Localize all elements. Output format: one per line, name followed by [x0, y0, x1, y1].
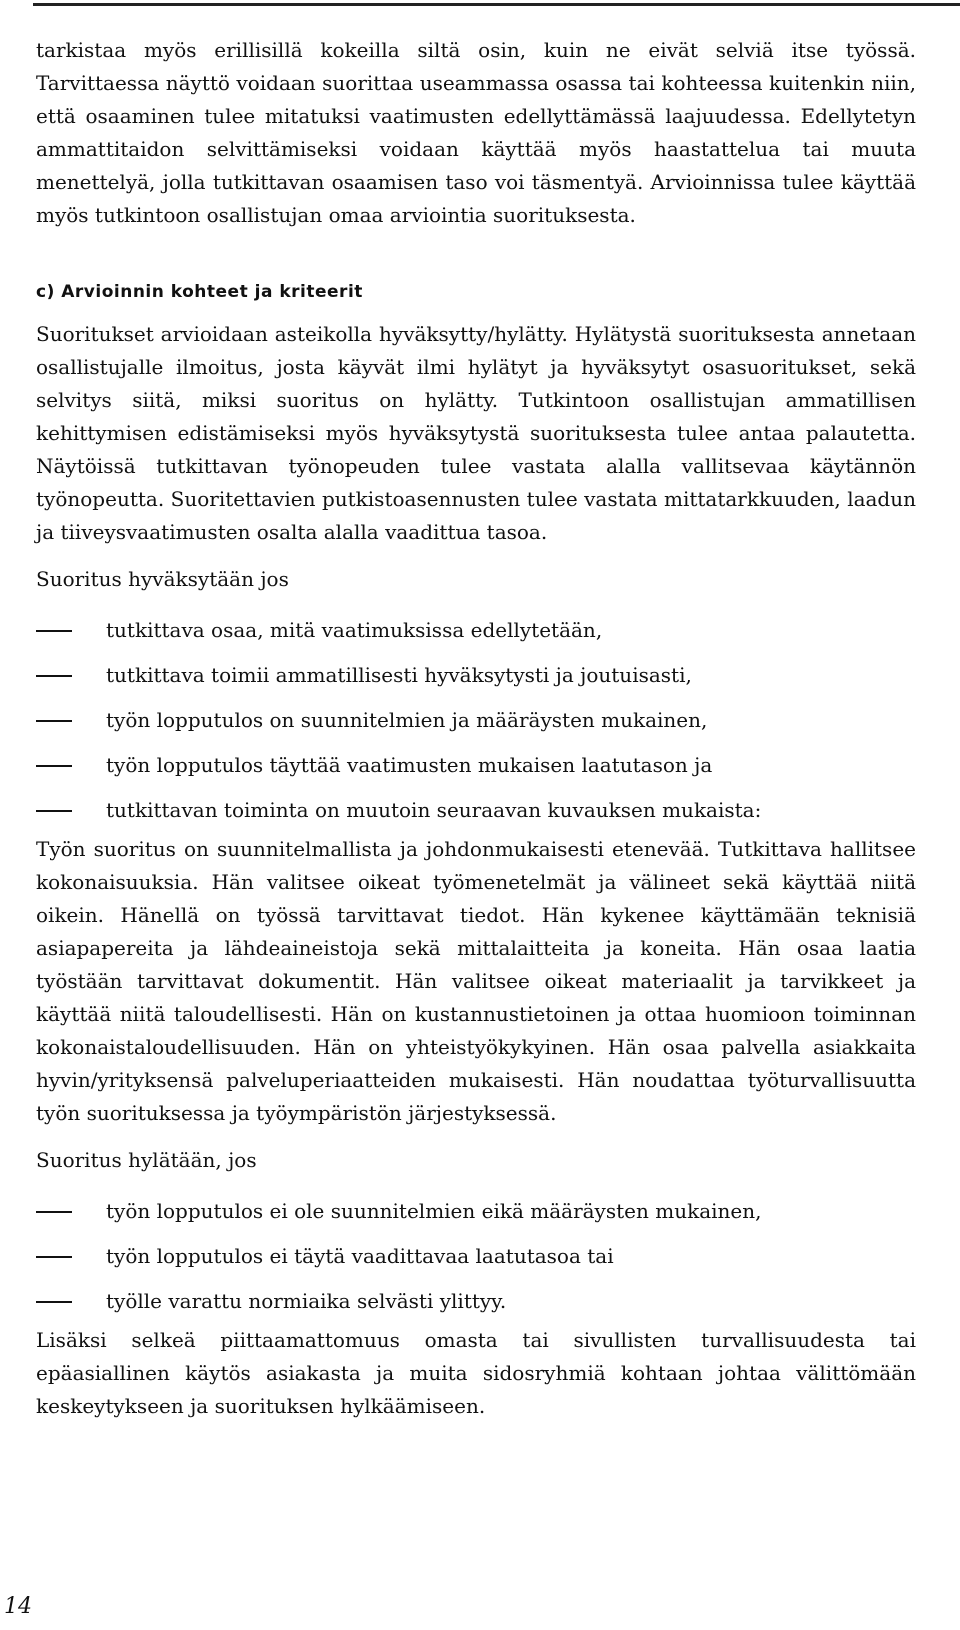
page-body [36, 34, 916, 1423]
dash-bullet-icon [36, 675, 72, 677]
list-item [36, 1189, 916, 1234]
list-item [36, 1279, 916, 1324]
list-item-text: tutkittavan toiminta on muutoin seuraavan kuvauksen mukaista: [106, 798, 762, 822]
list-item [36, 608, 916, 653]
dash-bullet-icon [36, 1301, 72, 1303]
accepted-criteria-list [36, 608, 916, 833]
list-item-text: työlle varattu normiaika selvästi ylittyy. [106, 1289, 507, 1313]
dash-bullet-icon [36, 765, 72, 767]
rejected-criteria-list [36, 1189, 916, 1324]
dash-bullet-icon [36, 1256, 72, 1258]
list-item [36, 653, 916, 698]
dash-bullet-icon [36, 810, 72, 812]
list-item [36, 788, 916, 833]
section-heading: c) Arvioinnin kohteet ja kriteerit [36, 282, 363, 302]
intro-paragraph: tarkistaa myös erillisillä kokeilla siltä osin, kuin ne eivät selviä itse työssä. Tarvittaessa näyttö voidaan suorittaa useammassa osassa tai kohteessa kuitenkin niin, että osaaminen tulee mitatuksi vaatimusten edellyttämässä laajuudessa. Edellytetyn ammattitaidon selvittämiseksi voidaan käyttää myös haastattelua tai muuta menettelyä, jolla tutkittavan osaamisen taso voi täsmentyä. Arvioinnissa tulee käyttää myös tutkintoon osallistujan omaa arviointia suorituksesta. [36, 38, 916, 227]
list-item [36, 743, 916, 788]
list-item-text: tutkittava osaa, mitä vaatimuksissa edellytetään, [106, 618, 603, 642]
assessment-paragraph: Suoritukset arvioidaan asteikolla hyväksytty/hylätty. Hylätystä suorituksesta annetaan osallistujalle ilmoitus, josta käyvät ilmi hylätyt ja hyväksytyt osasuoritukset, sekä selvitys siitä, miksi suoritus on hylätty. Tutkintoon osallistujan ammatillisen kehittymisen edistämiseksi myös hyväksytystä suorituksesta tulee antaa palautetta. Näytöissä tutkittavan työnopeuden tulee vastata alalla vallitsevaa käytännön työnopeutta. Suoritettavien putkistoasennusten tulee vastata mittatarkkuuden, laadun ja tiiveysvaatimusten osalta alalla vaadittua tasoa. [36, 322, 916, 544]
list-item-text: työn lopputulos ei ole suunnitelmien eikä määräysten mukainen, [106, 1199, 762, 1223]
list-item [36, 1234, 916, 1279]
description-paragraph: Työn suoritus on suunnitelmallista ja johdonmukaisesti etenevää. Tutkittava hallitsee kokonaisuuksia. Hän valitsee oikeat työmenetelmät ja välineet sekä käyttää niitä oikein. Hänellä on työssä tarvittavat tiedot. Hän kykenee käyttämään teknisiä asiapapereita ja lähdeaineistoja sekä mittalaitteita ja koneita. Hän osaa laatia työstään tarvittavat dokumentit. Hän valitsee oikeat materiaalit ja tarvikkeet ja käyttää niitä taloudellisesti. Hän on kustannustietoinen ja ottaa huomioon toiminnan kokonaistaloudellisuuden. Hän on yhteistyökykyinen. Hän osaa palvella asiakkaita hyvin/yrityksensä palveluperiaatteiden mukaisesti. Hän noudattaa työturvallisuutta työn suorituksessa ja työympäristön järjestyksessä. [36, 837, 916, 1125]
list-item-text: työn lopputulos on suunnitelmien ja määräysten mukainen, [106, 708, 708, 732]
dash-bullet-icon [36, 1211, 72, 1213]
list-item-text: tutkittava toimii ammatillisesti hyväksytysti ja joutuisasti, [106, 663, 692, 687]
list-item-text: työn lopputulos ei täytä vaadittavaa laatutasoa tai [106, 1244, 614, 1268]
closing-paragraph: Lisäksi selkeä piittaamattomuus omasta tai sivullisten turvallisuudesta tai epäasiallinen käytös asiakasta ja muita sidosryhmiä kohtaan johtaa välittömään keskeytykseen ja suorituksen hylkäämiseen. [36, 1328, 916, 1418]
rejected-lead: Suoritus hylätään, jos [36, 1148, 257, 1172]
top-rule [33, 3, 960, 6]
list-item [36, 698, 916, 743]
page-number: 14 [4, 1594, 32, 1619]
list-item-text: työn lopputulos täyttää vaatimusten mukaisen laatutason ja [106, 753, 713, 777]
accepted-lead: Suoritus hyväksytään jos [36, 567, 289, 591]
dash-bullet-icon [36, 720, 72, 722]
dash-bullet-icon [36, 630, 72, 632]
